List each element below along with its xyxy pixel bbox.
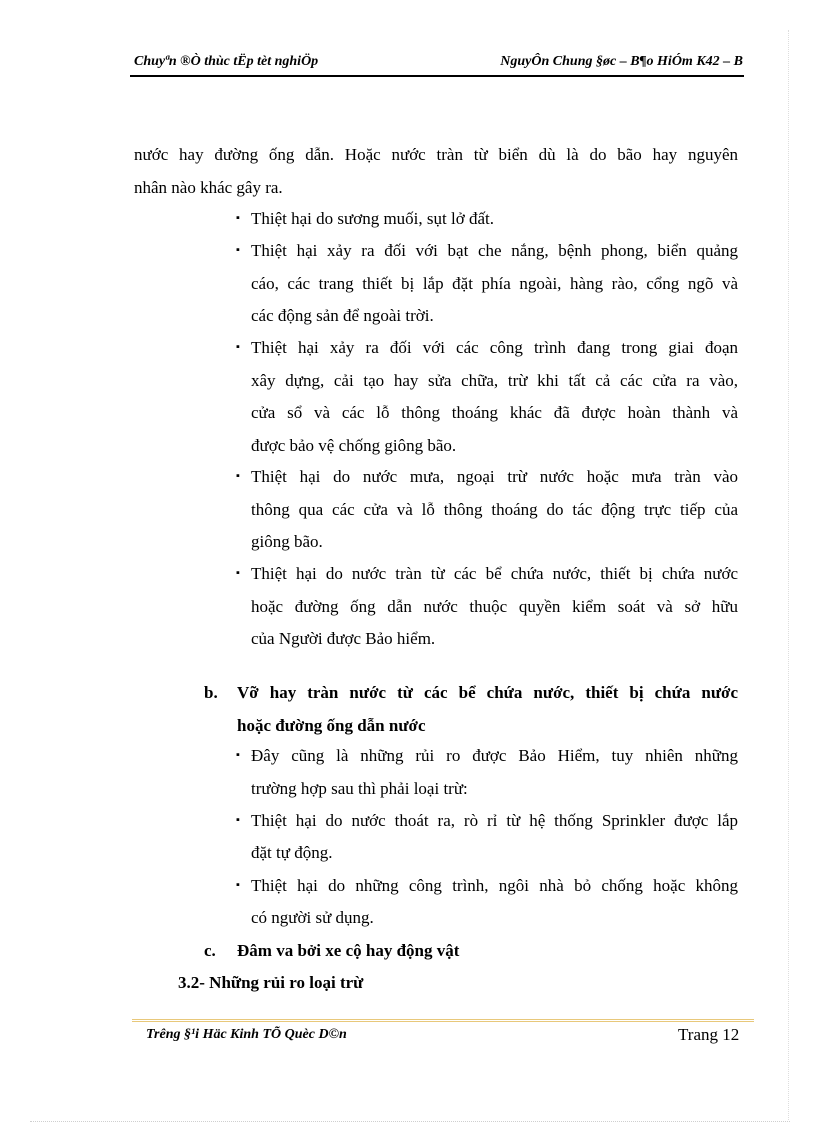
bullet-text: Thiệt hại do nước tràn từ các bể chứa nước, thiết bị chứa nước [251, 564, 738, 583]
section-b-label: b. [204, 683, 218, 702]
section-b-heading: hoặc đường ống dẫn nước [237, 716, 426, 735]
bullet-marker: ▪ [236, 470, 240, 482]
page-edge-right [788, 30, 789, 1120]
bullet-text: các động sản để ngoài trời. [251, 306, 434, 325]
bullet-text: giông bão. [251, 532, 323, 551]
bullet-text: Thiệt hại xảy ra đối với bạt che nắng, bệnh phong, biển quảng [251, 241, 738, 260]
paragraph-line: nước hay đường ống dẫn. Hoặc nước tràn từ biển dù là do bão hay nguyên [134, 145, 738, 164]
bullet-text: đặt tự động. [251, 843, 333, 862]
bullet-text: Đây cũng là những rủi ro được Bảo Hiểm, tuy nhiên những [251, 746, 738, 765]
section-heading-3-2: 3.2- Những rủi ro loại trừ [178, 973, 364, 992]
bullet-marker: ▪ [236, 567, 240, 579]
bullet-text: thông qua các cửa và lỗ thông thoáng do tác động trực tiếp của [251, 500, 738, 519]
bullet-text: Thiệt hại do nước mưa, ngoại trừ nước hoặc mưa tràn vào [251, 467, 738, 486]
section-c-heading: Đâm va bởi xe cộ hay động vật [237, 941, 460, 960]
bullet-marker: ▪ [236, 749, 240, 761]
footer-rule [132, 1019, 754, 1022]
bullet-text: cáo, các trang thiết bị lắp đặt phía ngoài, hàng rào, cổng ngõ và [251, 274, 738, 293]
bullet-text: Thiệt hại do nước thoát ra, rò rỉ từ hệ thống Sprinkler được lắp [251, 811, 738, 830]
running-header-left: Chuyªn ®Ò thùc tËp tèt nghiÖp [134, 54, 319, 69]
section-c-label: c. [204, 941, 216, 960]
bullet-text: có người sử dụng. [251, 908, 374, 927]
bullet-text: Thiệt hại do sương muối, sụt lở đất. [251, 209, 494, 228]
running-footer-left: Trêng §¹i Häc Kinh TÕ Quèc D©n [146, 1027, 347, 1042]
bullet-text: hoặc đường ống dẫn nước thuộc quyền kiểm soát và sở hữu [251, 597, 738, 616]
bullet-marker: ▪ [236, 879, 240, 891]
bullet-marker: ▪ [236, 814, 240, 826]
page-edge-bottom [30, 1121, 790, 1122]
page-number: Trang 12 [678, 1025, 740, 1044]
bullet-marker: ▪ [236, 341, 240, 353]
bullet-marker: ▪ [236, 244, 240, 256]
bullet-text: Thiệt hại xảy ra đối với các công trình đang trong giai đoạn [251, 338, 738, 357]
bullet-marker: ▪ [236, 212, 240, 224]
paragraph-line: nhân nào khác gây ra. [134, 178, 283, 197]
bullet-text: trường hợp sau thì phải loại trừ: [251, 779, 468, 798]
header-rule [130, 75, 744, 77]
bullet-text: Thiệt hại do những công trình, ngôi nhà bỏ chống hoặc không [251, 876, 738, 895]
bullet-text: được bảo vệ chống giông bão. [251, 436, 457, 455]
running-header-right: NguyÔn Chung §øc – B¶o HiÓm K42 – B [500, 54, 743, 69]
bullet-text: xây dựng, cải tạo hay sửa chữa, trừ khi tất cả các cửa ra vào, [251, 371, 738, 390]
section-b-heading: Vỡ hay tràn nước từ các bể chứa nước, thiết bị chứa nước [237, 683, 738, 702]
bullet-text: của Người được Bảo hiểm. [251, 629, 436, 648]
bullet-text: cửa sổ và các lỗ thông thoáng khác đã được hoàn thành và [251, 403, 738, 422]
